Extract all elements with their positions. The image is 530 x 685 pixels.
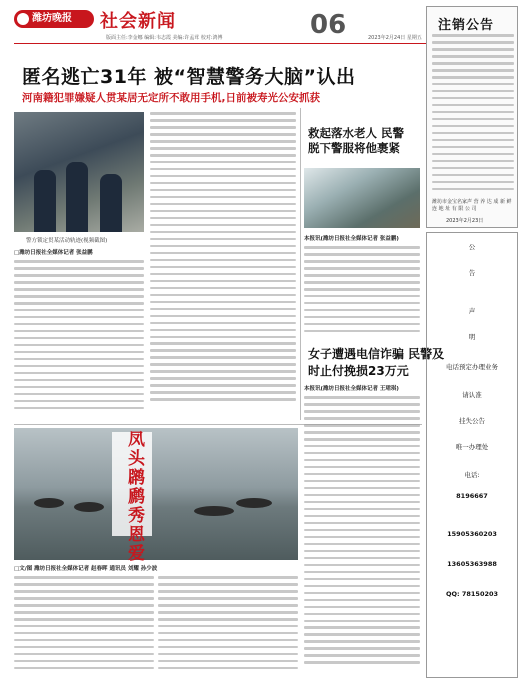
section-name: 社会新闻: [100, 11, 176, 32]
lead-subhead: 河南籍犯罪嫌疑人贯某居无定所不敢用手机,日前被寿光公安抓获: [22, 92, 320, 104]
notice-date: 2023年2月23日: [446, 218, 484, 224]
ad-lost-notice: 挂失公告: [459, 417, 485, 425]
ad-only-office: 唯一办理处: [455, 443, 489, 451]
grebe-byline-block: [14, 564, 298, 572]
lead-photo: [14, 112, 144, 232]
ad-label-sheng: 声: [468, 307, 476, 315]
fraud-headline: 女子遭遇电信诈骗 民警及时止付挽损23万元: [308, 347, 445, 378]
lead-byline-block: [14, 248, 144, 256]
ad-label-gao: 告: [468, 269, 476, 277]
ad-phone-2[interactable]: 15905360203: [447, 530, 497, 538]
classified-ad-column: [426, 232, 518, 678]
logo-text: 潍坊晚报: [32, 13, 72, 24]
rescue-byline: 本报讯(潍坊日报社全媒体记者 张益鹏): [304, 236, 399, 242]
fraud-body: [304, 396, 420, 678]
rescue-byline-block: [304, 234, 420, 242]
lead-headline: 匿名逃亡31年 被“智慧警务大脑”认出: [22, 66, 356, 88]
newspaper-logo: [14, 10, 94, 28]
rescue-photo: [304, 168, 420, 228]
lead-body-col1: [14, 260, 144, 420]
rescue-headline: 救起落水老人 民警脱下警服将他裹紧: [308, 126, 405, 155]
page-number: 06: [310, 10, 347, 40]
rescue-body: [304, 246, 420, 338]
editor-credits: 版面主任:李金娜 编辑:韦志霞 美编:许孟茸 校对:鸿博: [106, 35, 223, 41]
lead-photo-caption: 警方锁定贯某活动轨迹(视频截图): [26, 238, 108, 244]
fraud-byline: 本报讯(潍坊日报社全媒体记者 王珺琪): [304, 386, 399, 392]
issue-date: 2023年2月24日 星期五: [368, 35, 422, 41]
notice-body: [432, 34, 514, 194]
ad-phone-booking: 电话预定办理业务: [446, 363, 498, 371]
lead-byline: □潍坊日报社全媒体记者 张益鹏: [14, 250, 93, 256]
lead-body-col2: [150, 112, 296, 418]
ad-label-gong: 公: [468, 243, 476, 251]
grebe-body-col2: [158, 576, 298, 678]
grebe-photo: [14, 428, 298, 560]
ad-phone-label: 电话:: [464, 471, 480, 479]
notice-issuer: 潍坊市金宝名家声 营 养 达 成 新 鲜 连 地 址 有 限 公 司: [432, 199, 512, 212]
ad-phone-3[interactable]: 13605363988: [447, 560, 497, 568]
grebe-byline: □文/图 潍坊日报社全媒体记者 赵春晖 通讯员 刘耀 孙少波: [14, 566, 158, 572]
notice-title: 注销公告: [438, 18, 495, 33]
ad-phone-1[interactable]: 8196667: [456, 492, 488, 500]
ad-recognize: 请认准: [462, 391, 482, 399]
fraud-byline-block: [304, 384, 420, 392]
column-divider: [300, 108, 301, 420]
ad-qq[interactable]: QQ: 78150203: [445, 590, 499, 598]
ad-label-ming: 明: [468, 333, 476, 341]
logo-emblem-icon: [17, 13, 29, 25]
grebe-vertical-title: 凤头䴙䴘秀恩爱: [124, 430, 144, 563]
grebe-body-col1: [14, 576, 154, 678]
